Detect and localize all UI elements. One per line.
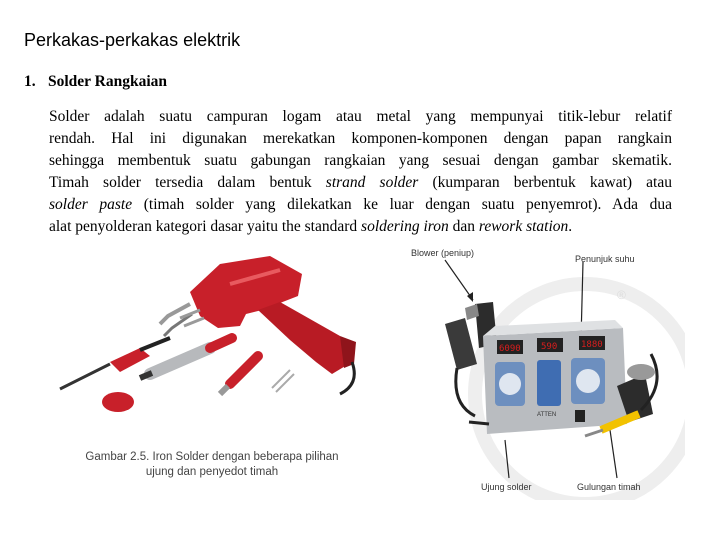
paragraph-line — [49, 216, 672, 238]
section-title: Solder Rangkaian — [48, 73, 168, 90]
caption-line: Gambar 2.5. Iron Solder dengan beberapa pilihan — [85, 451, 339, 463]
section-heading — [24, 73, 167, 91]
text-run: Timah solder tersedia dalam bentuk — [49, 174, 326, 191]
paragraph-line: rendah. Hal ini digunakan merekatkan komponen-komponen dengan papan rangkain — [49, 130, 672, 147]
label-solder-roll: Gulungan timah — [577, 482, 641, 492]
registered-mark: ® — [617, 288, 626, 302]
text-run: (timah solder yang dilekatkan ke luar dengan suatu penyemrot). Ada dua — [132, 196, 672, 213]
display-left: 6090 — [499, 344, 521, 354]
italic-term: strand solder — [325, 174, 419, 191]
paragraph-line: sehingga membentuk suatu gabungan rangkaian yang sesuai dengan gambar skematik. — [49, 152, 672, 169]
figure-rework-station — [405, 244, 685, 500]
italic-term: solder paste — [49, 196, 133, 213]
figure-caption — [62, 450, 362, 480]
italic-term: soldering iron — [361, 218, 449, 235]
italic-term: rework station — [478, 218, 569, 235]
label-temperature-indicator: Penunjuk suhu — [575, 254, 635, 264]
body-paragraph — [49, 106, 672, 238]
figure-soldering-tools — [40, 244, 360, 489]
display-right: 1880 — [581, 340, 603, 350]
display-mid: 590 — [541, 342, 558, 352]
text-run: dan — [448, 218, 479, 235]
section-number: 1. — [24, 73, 36, 90]
label-solder-tip: Ujung solder — [481, 482, 532, 492]
rework-station-illustration — [405, 244, 685, 500]
paragraph-line — [49, 172, 672, 194]
brand-label: ATTEN — [537, 412, 557, 418]
text-run: . — [568, 218, 573, 235]
text-run: alat penyolderan kategori dasar yaitu the standard — [49, 218, 362, 235]
text-run: (kumparan berbentuk kawat) atau — [418, 174, 672, 191]
soldering-tools-illustration — [40, 244, 360, 444]
page-title: Perkakas-perkakas elektrik — [24, 30, 241, 50]
caption-line: ujung dan penyedot timah — [145, 466, 279, 478]
paragraph-line: Solder adalah suatu campuran logam atau metal yang mempunyai titik-lebur relatif — [49, 108, 672, 125]
paragraph-line — [49, 194, 672, 216]
label-blower: Blower (peniup) — [411, 248, 475, 258]
